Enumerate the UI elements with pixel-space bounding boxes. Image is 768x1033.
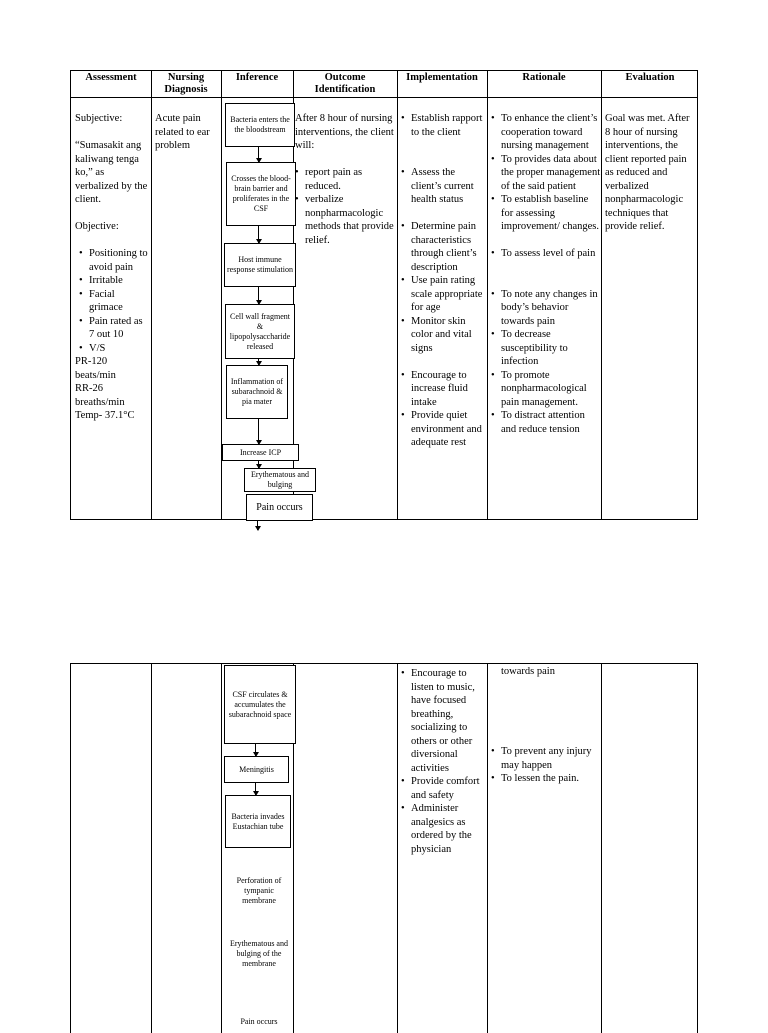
rationale-item: • To establish baseline for assessing improvement/ changes. <box>491 193 601 234</box>
header-divider <box>71 97 697 98</box>
rationale-item: • To note any changes in body’s behavior towards pain <box>491 288 601 329</box>
care-plan-table-page-2 <box>70 663 698 1033</box>
rationale-item: • To enhance the client’s cooperation toward nursing management <box>491 112 601 153</box>
column-divider <box>601 71 602 519</box>
rationale-item: • To provides data about the proper management of the said patient <box>491 153 601 194</box>
inference-box: Crosses the blood-brain barrier and proliferates in the CSF <box>226 162 296 226</box>
rationale-item: • To promote nonpharmacological pain management. <box>491 369 601 410</box>
nursing-diagnosis-text: Acute pain related to ear problem <box>155 113 210 151</box>
rationale-item: • To decrease susceptibility to infection <box>491 328 601 369</box>
inference-box: Increase ICP <box>222 444 299 461</box>
flow-arrow <box>258 419 259 444</box>
subjective-quote: “Sumasakit ang kaliwang tenga ko,” as verbalized by the client. <box>75 140 148 205</box>
inference-label: Pain occurs <box>240 1017 278 1026</box>
care-plan-table-page-1 <box>70 70 698 520</box>
assessment-cell <box>75 112 149 423</box>
implementation-item: • Establish rapport to the client <box>401 112 485 139</box>
header-implementation: Implementation <box>406 72 478 83</box>
inference-label: Erythematous and bulging of the membrane <box>230 939 288 968</box>
inference-label: Perforation of tympanic membrane <box>236 876 282 905</box>
objective-item: • Positioning to avoid pain <box>79 247 149 274</box>
flow-arrow <box>258 147 259 162</box>
column-divider <box>397 664 398 1033</box>
flow-arrow <box>258 461 259 468</box>
inference-box: Pain occurs <box>246 494 313 521</box>
implementation-item: • Encourage to listen to music, have focused breathing, socializing to others or other diversional activities <box>401 667 485 775</box>
inference-box: Cell wall fragment & lipopolysaccharide released <box>225 304 295 359</box>
outcome-intro: After 8 hour of nursing interventions, the client will: <box>295 113 394 151</box>
column-divider <box>151 664 152 1033</box>
header-outcome-identification: Outcome Identification <box>314 72 376 95</box>
column-divider <box>221 664 222 1033</box>
column-divider <box>601 664 602 1033</box>
rationale-item: • To prevent any injury may happen <box>491 745 601 772</box>
implementation-item: • Provide quiet environment and adequate rest <box>401 409 485 450</box>
rationale-list <box>491 745 601 786</box>
column-divider <box>151 71 152 519</box>
implementation-item: • Administer analgesics as ordered by the physician <box>401 802 485 856</box>
header-inference: Inference <box>235 72 279 83</box>
rationale-item: • To distract attention and reduce tension <box>491 409 601 436</box>
objective-list <box>75 247 149 355</box>
flow-arrow <box>255 783 256 795</box>
header-evaluation: Evaluation <box>625 72 675 83</box>
inference-box: Host immune response stimulation <box>224 243 296 287</box>
flow-arrow <box>257 520 258 530</box>
outcome-list <box>295 166 395 247</box>
subjective-label: Subjective: <box>75 113 123 124</box>
objective-item: • Facial grimace <box>79 288 149 315</box>
inference-box: Meningitis <box>224 756 289 783</box>
column-divider <box>487 664 488 1033</box>
implementation-item: • Provide comfort and safety <box>401 775 485 802</box>
implementation-list <box>401 112 485 450</box>
header-nursing-diagnosis: Nursing Diagnosis <box>164 72 208 95</box>
flow-arrow <box>258 287 259 304</box>
outcome-item: • verbalize nonpharmacologic methods that provide relief. <box>295 193 395 247</box>
outcome-item: • report pain as reduced. <box>295 166 395 193</box>
header-rationale: Rationale <box>522 72 566 83</box>
implementation-item: • Determine pain characteristics through client’s description <box>401 220 485 274</box>
vital-sign: Temp- 37.1°C <box>75 410 135 421</box>
objective-item: • Irritable <box>79 274 149 288</box>
objective-item: • V/S <box>79 342 149 356</box>
column-divider <box>397 71 398 519</box>
objective-label: Objective: <box>75 221 119 232</box>
implementation-list <box>401 667 485 856</box>
rationale-item: • To assess level of pain <box>491 247 601 261</box>
column-divider <box>487 71 488 519</box>
inference-box: Erythematous and bulging <box>244 468 316 492</box>
flow-arrow <box>255 744 256 756</box>
inference-box: Inflammation of subarachnoid & pia mater <box>226 365 288 419</box>
evaluation-text: Goal was met. After 8 hour of nursing interventions, the client reported pain as reduced and verbalized nonpharmacologic techniques that provide relief. <box>605 113 690 232</box>
inference-box: CSF circulates & accumulates the subarachnoid space <box>224 665 296 744</box>
outcome-cell <box>295 112 395 247</box>
rationale-list <box>491 112 601 436</box>
header-assessment: Assessment <box>85 72 137 83</box>
implementation-item: • Monitor skin color and vital signs <box>401 315 485 356</box>
flow-arrow <box>258 226 259 243</box>
vital-sign: RR-26 breaths/min <box>75 383 125 408</box>
implementation-item: • Assess the client’s current health status <box>401 166 485 207</box>
inference-box: Bacteria enters the the bloodstream <box>225 103 295 147</box>
rationale-continued-text: towards pain <box>501 666 555 677</box>
rationale-continued <box>491 665 601 679</box>
implementation-item: • Use pain rating scale appropriate for age <box>401 274 485 315</box>
rationale-item: • To lessen the pain. <box>491 772 601 786</box>
inference-box: Bacteria invades Eustachian tube <box>225 795 291 848</box>
vital-sign: PR-120 beats/min <box>75 356 116 381</box>
objective-item: • Pain rated as 7 out 10 <box>79 315 149 342</box>
implementation-item: • Encourage to increase fluid intake <box>401 369 485 410</box>
